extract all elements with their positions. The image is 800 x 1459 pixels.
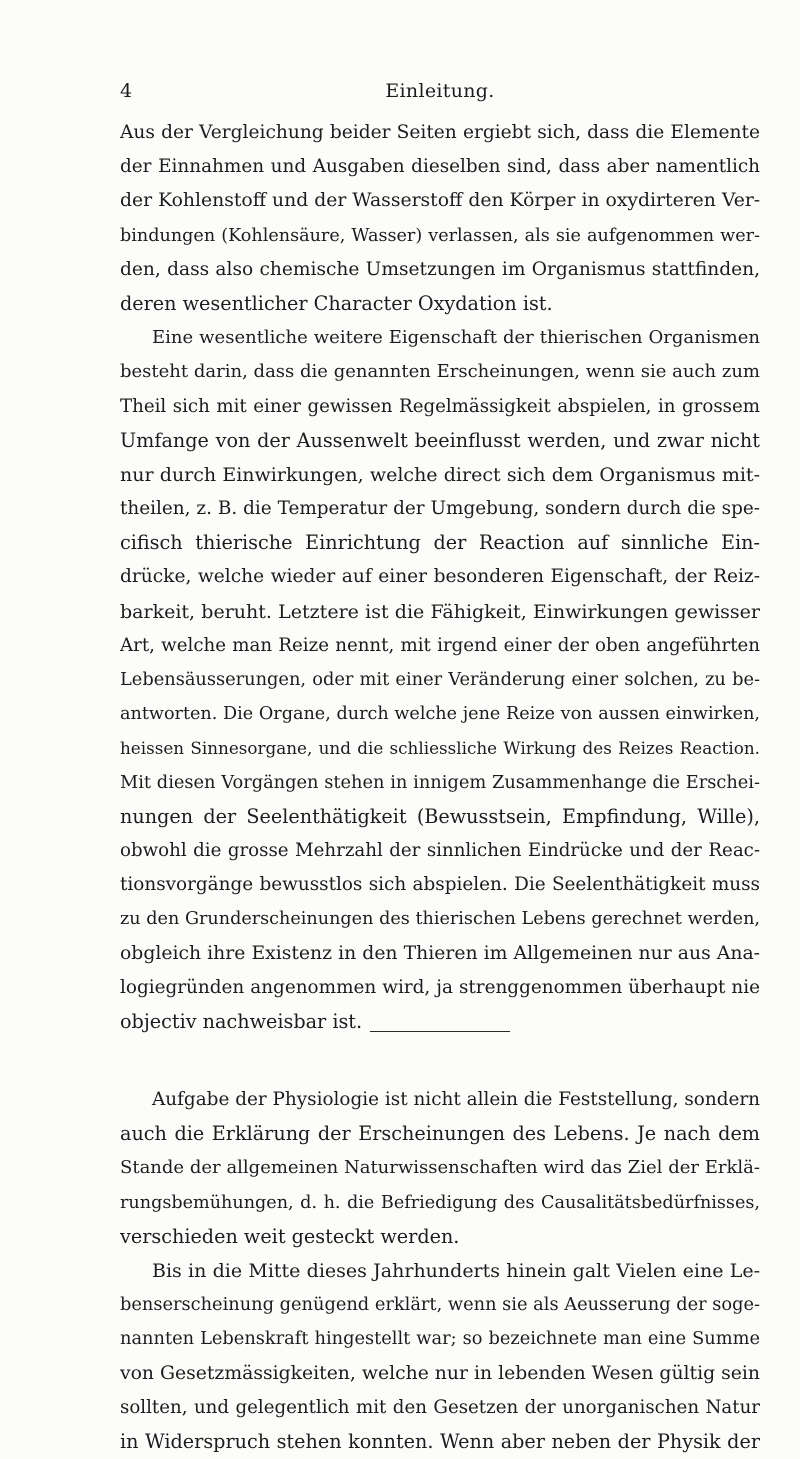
text-line: Aufgabe der Physiologie ist nicht allein die Feststellung, sondern (152, 1089, 760, 1111)
text-line: Lebensäusserungen, oder mit einer Veränderung einer solchen, zu be- (120, 669, 760, 690)
text-line: der Einnahmen und Ausgaben dieselben sind, dass aber namentlich (120, 156, 760, 178)
text-line: der Kohlenstoff und der Wasserstoff den Körper in oxydirteren Ver- (120, 190, 760, 212)
separator-rule (370, 1031, 510, 1032)
text-line: Mit diesen Vorgängen stehen in innigem Zusammenhange die Erschei- (120, 771, 760, 793)
text-line: bindungen (Kohlensäure, Wasser) verlassen, als sie aufgenommen wer- (120, 225, 760, 246)
text-line: Stande der allgemeinen Naturwissenschaften wird das Ziel der Erklä- (120, 1157, 760, 1179)
text-line: deren wesentlicher Character Oxydation ist. (120, 291, 553, 315)
text-line: besteht darin, dass die genannten Erscheinungen, wenn sie auch zum (120, 361, 760, 383)
text-line: nungen der Seelenthätigkeit (Bewusstsein, Empfindung, Wille), (120, 804, 760, 828)
page-header (120, 78, 760, 104)
text-line: rungsbemühungen, d. h. die Befriedigung des Causalitätsbedürfnisses, (120, 1192, 760, 1213)
text-line: den, dass also chemische Umsetzungen im Organismus stattfinden, (120, 258, 760, 280)
text-line: sollten, und gelegentlich mit den Gesetzen der unorganischen Natur (120, 1396, 760, 1418)
text-line: auch die Erklärung der Erscheinungen des Lebens. Je nach dem (120, 1122, 760, 1146)
text-line: obgleich ihre Existenz in den Thieren im Allgemeinen nur aus Ana- (120, 942, 760, 964)
text-line: Bis in die Mitte dieses Jahrhunderts hinein galt Vielen eine Le- (152, 1260, 760, 1282)
text-line: theilen, z. B. die Temperatur der Umgebung, sondern durch die spe- (120, 498, 760, 520)
text-line: zu den Grunderscheinungen des thierischen Lebens gerechnet werden, (120, 909, 760, 930)
text-line: heissen Sinnesorgane, und die schliessliche Wirkung des Reizes Reaction. (120, 738, 760, 759)
text-line: tionsvorgänge bewusstlos sich abspielen. Die Seelenthätigkeit muss (120, 874, 760, 896)
page-number: 4 (120, 80, 133, 102)
text-line: benserscheinung genügend erklärt, wenn sie als Aeusserung der soge- (120, 1294, 760, 1316)
text-line: cifisch thierische Einrichtung der Reaction auf sinnliche Ein- (120, 531, 760, 555)
text-line: nannten Lebenskraft hingestellt war; so bezeichnete man eine Summe (120, 1328, 760, 1350)
text-line: verschieden weit gesteckt werden. (120, 1224, 460, 1248)
text-line: Theil sich mit einer gewissen Regelmässigkeit abspielen, in grossem (120, 395, 760, 417)
text-line: Umfange von der Aussenwelt beeinflusst werden, und zwar nicht (120, 428, 760, 452)
text-line: objectiv nachweisbar ist. (120, 1009, 363, 1033)
text-line: Aus der Vergleichung beider Seiten ergiebt sich, dass die Elemente (120, 122, 760, 143)
text-line: logiegründen angenommen wird, ja strenggenommen überhaupt nie (120, 976, 760, 998)
text-line: Eine wesentliche weitere Eigenschaft der thierischen Organismen (152, 327, 760, 349)
text-line: obwohl die grosse Mehrzahl der sinnlichen Eindrücke und der Reac- (120, 839, 760, 861)
text-line: Art, welche man Reize nennt, mit irgend einer der oben angeführten (120, 634, 760, 656)
running-title: Einleitung. (385, 80, 495, 102)
text-line: antworten. Die Organe, durch welche jene Reize von aussen einwirken, (120, 704, 760, 725)
text-line: barkeit, beruht. Letztere ist die Fähigkeit, Einwirkungen gewisser (120, 600, 760, 623)
body-text (120, 116, 760, 1459)
text-line: in Widerspruch stehen konnten. Wenn aber neben der Physik der (120, 1429, 760, 1453)
text-line: drücke, welche wieder auf einer besonderen Eigenschaft, der Reiz- (120, 566, 760, 588)
section-separator (120, 1039, 760, 1083)
text-line: von Gesetzmässigkeiten, welche nur in lebenden Wesen gültig sein (120, 1362, 760, 1384)
text-line: nur durch Einwirkungen, welche direct sich dem Organismus mit- (120, 463, 760, 486)
